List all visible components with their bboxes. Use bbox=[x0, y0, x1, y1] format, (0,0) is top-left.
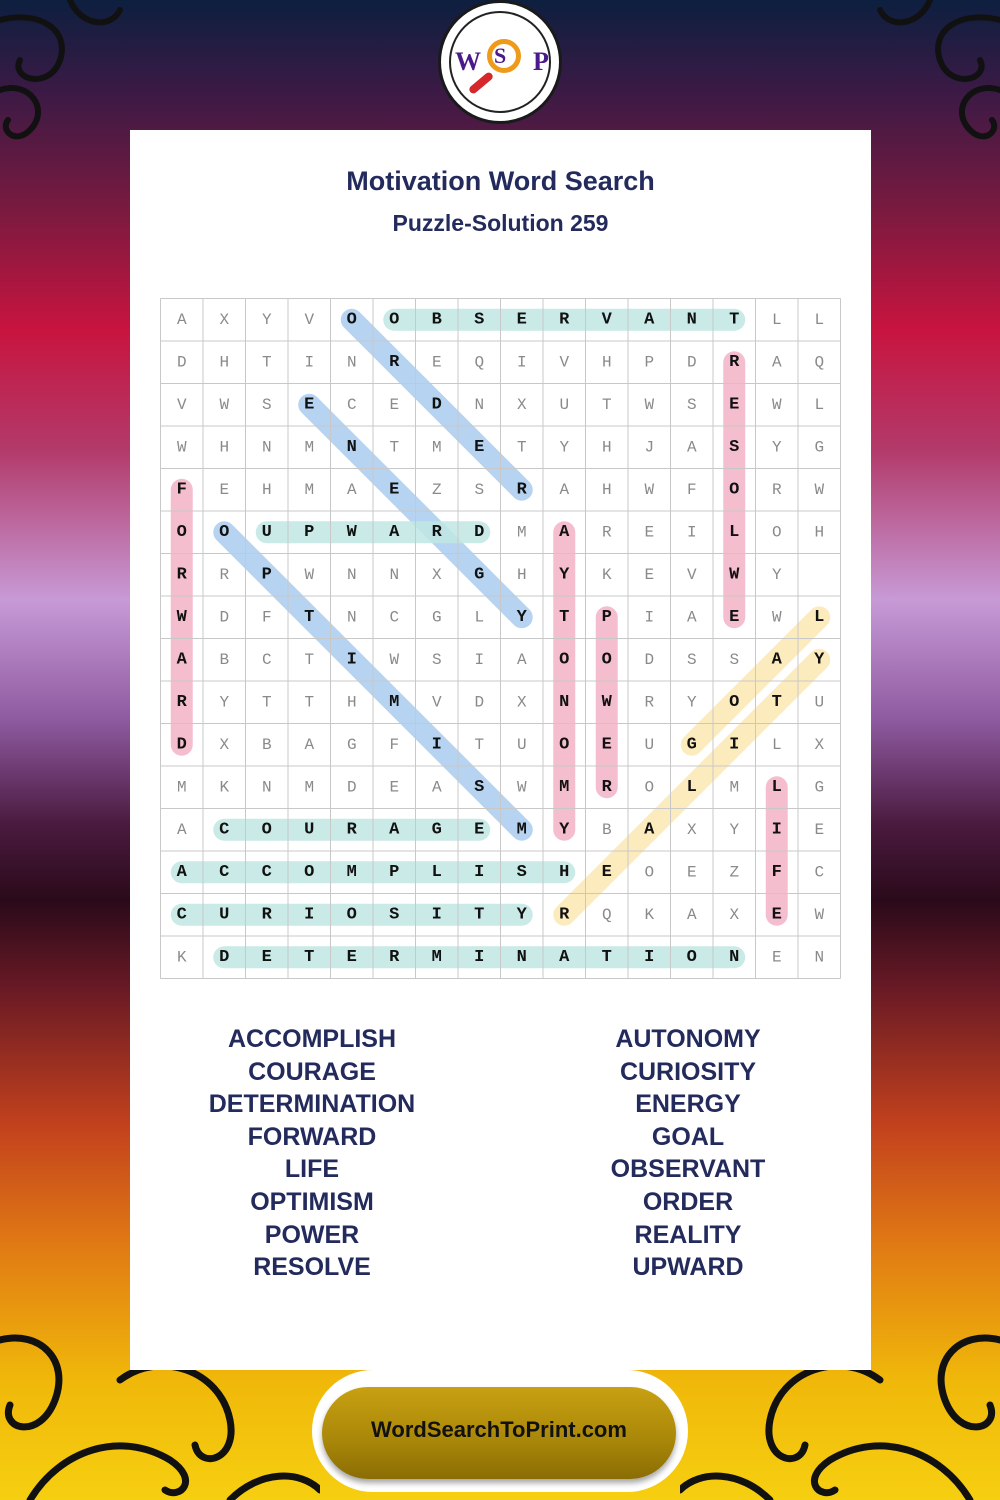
grid-letter: E bbox=[601, 862, 612, 882]
grid-letter: S bbox=[474, 310, 485, 330]
wsp-logo bbox=[438, 0, 562, 124]
grid-letter: U bbox=[644, 735, 655, 754]
grid-letter: P bbox=[261, 565, 272, 585]
grid-letter: G bbox=[686, 735, 697, 755]
grid-letter: M bbox=[559, 777, 570, 797]
grid-letter: U bbox=[814, 693, 825, 712]
grid-letter: W bbox=[176, 438, 187, 457]
grid-letter: R bbox=[431, 522, 442, 542]
grid-letter: G bbox=[431, 608, 442, 627]
grid-letter: M bbox=[516, 820, 527, 840]
grid-letter: I bbox=[431, 735, 442, 755]
grid-letter: V bbox=[431, 693, 442, 712]
grid-letter: E bbox=[389, 778, 400, 797]
logo-letter-p: P bbox=[533, 47, 549, 76]
grid-letter: E bbox=[771, 905, 782, 925]
grid-letter: L bbox=[771, 735, 782, 754]
grid-letter: O bbox=[771, 523, 782, 542]
grid-letter: I bbox=[644, 608, 655, 627]
grid-letter: S bbox=[516, 862, 527, 882]
grid-letter: J bbox=[644, 438, 655, 457]
grid-letter: I bbox=[644, 947, 655, 967]
word-list-item: OBSERVANT bbox=[610, 1155, 766, 1184]
corner-flourish-top-left bbox=[0, 0, 140, 170]
grid-letter: E bbox=[389, 395, 400, 414]
grid-letter: D bbox=[219, 947, 230, 967]
grid-letter: T bbox=[304, 947, 315, 967]
grid-letter: M bbox=[304, 480, 315, 499]
grid-letter: A bbox=[389, 820, 400, 840]
grid-letter: Y bbox=[516, 905, 527, 925]
grid-letter: W bbox=[771, 395, 782, 414]
grid-letter: H bbox=[814, 523, 825, 542]
grid-letter: A bbox=[389, 522, 400, 542]
word-list-item: AUTONOMY bbox=[615, 1025, 761, 1053]
grid-letter: X bbox=[431, 565, 442, 584]
grid-letter: R bbox=[601, 523, 612, 542]
word-list-item: ACCOMPLISH bbox=[227, 1025, 397, 1053]
word-list-item: GOAL bbox=[651, 1122, 725, 1151]
grid-letter: A bbox=[176, 820, 187, 839]
grid-letter: A bbox=[176, 650, 187, 670]
grid-letter: X bbox=[686, 820, 697, 839]
grid-letter: M bbox=[389, 692, 400, 712]
grid-letter: E bbox=[346, 947, 357, 967]
grid-letter: A bbox=[176, 862, 187, 882]
grid-letter: R bbox=[346, 820, 357, 840]
grid-letter: L bbox=[474, 608, 485, 627]
grid-letter: O bbox=[729, 692, 740, 712]
grid-letter: L bbox=[729, 522, 740, 542]
grid-letter: X bbox=[219, 735, 230, 754]
grid-letter: N bbox=[346, 353, 357, 372]
grid-letter: D bbox=[474, 522, 485, 542]
grid-letter: O bbox=[729, 480, 740, 500]
grid-letter: Z bbox=[729, 863, 740, 882]
site-url: WordSearchToPrint.com bbox=[371, 1417, 627, 1442]
grid-letter: V bbox=[176, 395, 187, 414]
grid-letter: G bbox=[814, 778, 825, 797]
page-subtitle: Puzzle-Solution 259 bbox=[392, 210, 609, 236]
grid-letter: I bbox=[516, 353, 527, 372]
grid-letter: K bbox=[219, 778, 230, 797]
grid-letter: L bbox=[771, 777, 782, 797]
grid-letter: W bbox=[176, 607, 187, 627]
grid-letter: T bbox=[601, 947, 612, 967]
grid-letter: T bbox=[304, 650, 315, 669]
grid-letter: A bbox=[771, 650, 782, 670]
grid-letter: I bbox=[431, 905, 442, 925]
corner-flourish-top-right bbox=[860, 0, 1000, 170]
grid-letter: A bbox=[516, 650, 527, 669]
grid-letter: T bbox=[389, 438, 400, 457]
grid-letter: X bbox=[516, 395, 527, 414]
grid-letter: I bbox=[304, 905, 315, 925]
grid-letter: O bbox=[559, 735, 570, 755]
grid-letter: X bbox=[219, 310, 230, 329]
grid-letter: D bbox=[431, 395, 442, 415]
grid-letter: P bbox=[601, 607, 612, 627]
grid-letter: A bbox=[559, 947, 570, 967]
grid-letter: R bbox=[601, 777, 612, 797]
grid-letter: M bbox=[729, 778, 740, 797]
grid-letter: I bbox=[474, 947, 485, 967]
grid-letter: G bbox=[431, 820, 442, 840]
grid-letter: W bbox=[644, 395, 655, 414]
grid-letter: I bbox=[771, 820, 782, 840]
grid-letter: A bbox=[431, 778, 442, 797]
grid-letter: S bbox=[729, 650, 740, 669]
grid-letter: U bbox=[219, 905, 230, 925]
grid-letter: T bbox=[559, 607, 570, 627]
grid-letter: W bbox=[389, 650, 400, 669]
grid-letter: H bbox=[346, 693, 357, 712]
grid-letter: O bbox=[389, 310, 400, 330]
grid-letter: M bbox=[431, 438, 442, 457]
grid-letter: N bbox=[729, 947, 740, 967]
grid-letter: N bbox=[389, 565, 400, 584]
grid-letter: N bbox=[346, 437, 357, 457]
word-list-item: FORWARD bbox=[247, 1122, 377, 1151]
word-search-grid bbox=[160, 298, 841, 979]
grid-letter: Q bbox=[474, 353, 485, 372]
grid-letter: A bbox=[346, 480, 357, 499]
grid-letter: C bbox=[389, 608, 400, 627]
grid-letter: E bbox=[516, 310, 527, 330]
grid-letter: R bbox=[516, 480, 527, 500]
grid-letter: O bbox=[304, 862, 315, 882]
grid-letter: E bbox=[601, 735, 612, 755]
grid-letter: L bbox=[431, 862, 442, 882]
grid-letter: C bbox=[219, 820, 230, 840]
grid-letter: G bbox=[814, 438, 825, 457]
grid-letter: T bbox=[516, 438, 527, 457]
grid-letter: N bbox=[346, 608, 357, 627]
grid-letter: Y bbox=[814, 650, 825, 670]
grid-letter: N bbox=[516, 947, 527, 967]
grid-letter: N bbox=[474, 395, 485, 414]
grid-letter: E bbox=[686, 863, 697, 882]
grid-letter: X bbox=[814, 735, 825, 754]
grid-letter: Y bbox=[261, 310, 272, 329]
grid-letter: H bbox=[601, 353, 612, 372]
grid-letter: M bbox=[304, 438, 315, 457]
grid-letter: V bbox=[304, 310, 315, 329]
grid-letter: R bbox=[389, 947, 400, 967]
grid-letter: A bbox=[644, 820, 655, 840]
grid-letter: E bbox=[219, 480, 230, 499]
grid-letter: N bbox=[814, 948, 825, 967]
grid-letter: P bbox=[304, 522, 315, 542]
grid-letter: A bbox=[686, 905, 697, 924]
grid-letter: R bbox=[729, 352, 740, 372]
grid-letter: W bbox=[346, 522, 357, 542]
grid-letter: E bbox=[771, 948, 782, 967]
grid-letter: E bbox=[474, 437, 485, 457]
grid-letter: C bbox=[176, 905, 187, 925]
grid-letter: L bbox=[686, 777, 697, 797]
page-title: Motivation Word Search bbox=[346, 166, 655, 196]
grid-letter: E bbox=[389, 480, 400, 500]
word-list-item: REALITY bbox=[634, 1220, 742, 1249]
grid-letter: O bbox=[644, 778, 655, 797]
grid-letter: W bbox=[304, 565, 315, 584]
grid-letter: R bbox=[771, 480, 782, 499]
grid-letter: U bbox=[261, 522, 272, 542]
grid-letter: I bbox=[346, 650, 357, 670]
grid-letter: S bbox=[686, 395, 697, 414]
grid-letter: H bbox=[219, 353, 230, 372]
grid-letter: A bbox=[559, 480, 570, 499]
grid-letter: S bbox=[474, 777, 485, 797]
grid-letter: N bbox=[346, 565, 357, 584]
grid-letter: N bbox=[559, 692, 570, 712]
grid-letter: R bbox=[644, 693, 655, 712]
site-button[interactable] bbox=[322, 1387, 676, 1479]
grid-letter: T bbox=[474, 735, 485, 754]
grid-letter: S bbox=[261, 395, 272, 414]
grid-letter: S bbox=[474, 480, 485, 499]
grid-letter: K bbox=[644, 905, 655, 924]
grid-letter: S bbox=[729, 437, 740, 457]
grid-letter: A bbox=[771, 353, 782, 372]
grid-letter: L bbox=[814, 607, 825, 627]
grid-letter: F bbox=[686, 480, 697, 499]
grid-letter: M bbox=[304, 778, 315, 797]
word-list-item: DETERMINATION bbox=[208, 1090, 416, 1119]
grid-letter: H bbox=[601, 438, 612, 457]
word-list-item: COURAGE bbox=[248, 1057, 376, 1086]
grid-letter: Z bbox=[431, 480, 442, 499]
grid-letter: A bbox=[304, 735, 315, 754]
grid-letter: W bbox=[814, 905, 825, 924]
grid-letter: D bbox=[474, 693, 485, 712]
grid-letter: O bbox=[346, 905, 357, 925]
grid-letter: A bbox=[176, 310, 187, 329]
grid-letter: E bbox=[304, 395, 315, 415]
grid-letter: D bbox=[176, 735, 187, 755]
grid-letter: U bbox=[559, 395, 570, 414]
grid-letter: R bbox=[176, 565, 187, 585]
grid-letter: C bbox=[261, 862, 272, 882]
grid-letter: T bbox=[729, 310, 740, 330]
grid-letter: B bbox=[601, 820, 612, 839]
grid-letter: M bbox=[346, 862, 357, 882]
grid-letter: D bbox=[346, 778, 357, 797]
grid-letter: O bbox=[176, 522, 187, 542]
grid-letter: T bbox=[601, 395, 612, 414]
grid-letter: R bbox=[389, 352, 400, 372]
grid-letter: I bbox=[474, 862, 485, 882]
grid-letter: L bbox=[814, 395, 825, 414]
grid-letter: E bbox=[474, 820, 485, 840]
grid-letter: L bbox=[814, 310, 825, 329]
grid-letter: R bbox=[559, 905, 570, 925]
word-list-item: LIFE bbox=[284, 1155, 340, 1184]
grid-letter: B bbox=[219, 650, 230, 669]
grid-letter: P bbox=[644, 353, 655, 372]
grid-letter: S bbox=[686, 650, 697, 669]
word-list-item: RESOLVE bbox=[253, 1253, 371, 1282]
grid-letter: I bbox=[304, 353, 315, 372]
grid-letter: P bbox=[389, 862, 400, 882]
grid-letter: R bbox=[559, 310, 570, 330]
puzzle-card bbox=[130, 130, 871, 1370]
grid-letter: O bbox=[346, 310, 357, 330]
grid-letter: M bbox=[176, 778, 187, 797]
grid-letter: X bbox=[729, 905, 740, 924]
grid-letter: Y bbox=[559, 438, 570, 457]
grid-letter: D bbox=[686, 353, 697, 372]
grid-letter: Y bbox=[729, 820, 740, 839]
word-list-right bbox=[528, 1023, 848, 1284]
grid-letter: D bbox=[219, 608, 230, 627]
grid-letter: S bbox=[389, 905, 400, 925]
grid-letter: I bbox=[474, 650, 485, 669]
grid-letter: K bbox=[176, 948, 187, 967]
grid-letter: F bbox=[176, 480, 187, 500]
word-list-left bbox=[152, 1023, 472, 1284]
grid-letter: H bbox=[219, 438, 230, 457]
grid-letter: E bbox=[644, 565, 655, 584]
grid-letter: M bbox=[431, 947, 442, 967]
grid-letter: V bbox=[686, 565, 697, 584]
grid-letter: T bbox=[261, 353, 272, 372]
grid-letter: T bbox=[304, 607, 315, 627]
grid-letter: B bbox=[261, 735, 272, 754]
grid-letter: N bbox=[261, 778, 272, 797]
grid-letter: S bbox=[431, 650, 442, 669]
grid-letter: Q bbox=[601, 905, 612, 924]
grid-letter: F bbox=[771, 862, 782, 882]
grid-letter: T bbox=[304, 693, 315, 712]
grid-letter: O bbox=[559, 650, 570, 670]
grid-letter: R bbox=[261, 905, 272, 925]
word-list-item: POWER bbox=[264, 1220, 360, 1249]
grid-letter: Y bbox=[686, 693, 697, 712]
grid-letter: R bbox=[219, 565, 230, 584]
grid-letter: N bbox=[261, 438, 272, 457]
word-list-item: ORDER bbox=[642, 1187, 734, 1216]
grid-letter: L bbox=[771, 310, 782, 329]
grid-letter: T bbox=[474, 905, 485, 925]
grid-letter: G bbox=[474, 565, 485, 585]
grid-letter: Y bbox=[219, 693, 230, 712]
grid-letter: E bbox=[431, 353, 442, 372]
grid-letter: A bbox=[559, 522, 570, 542]
grid-letter: O bbox=[219, 522, 230, 542]
grid-letter: W bbox=[219, 395, 230, 414]
grid-letter: F bbox=[261, 608, 272, 627]
grid-letter: W bbox=[814, 480, 825, 499]
grid-letter: C bbox=[346, 395, 357, 414]
grid-letter: E bbox=[644, 523, 655, 542]
word-list-item: CURIOSITY bbox=[619, 1057, 757, 1086]
word-list-item: ENERGY bbox=[635, 1090, 741, 1119]
grid-letter: H bbox=[559, 862, 570, 882]
grid-letter: E bbox=[814, 820, 825, 839]
grid-letter: A bbox=[686, 438, 697, 457]
grid-letter: Q bbox=[814, 353, 825, 372]
grid-letter: Y bbox=[559, 820, 570, 840]
grid-letter: N bbox=[686, 310, 697, 330]
grid-letter: W bbox=[729, 565, 740, 585]
grid-letter: G bbox=[346, 735, 357, 754]
grid-letter: A bbox=[686, 608, 697, 627]
grid-letter: K bbox=[601, 565, 612, 584]
grid-letter: I bbox=[686, 523, 697, 542]
grid-letter: C bbox=[261, 650, 272, 669]
grid-letter: U bbox=[516, 735, 527, 754]
footer-banner bbox=[312, 1370, 688, 1492]
grid-letter: H bbox=[601, 480, 612, 499]
grid-letter: E bbox=[729, 607, 740, 627]
grid-letter: E bbox=[261, 947, 272, 967]
grid-letter: C bbox=[814, 863, 825, 882]
logo-letter-s: S bbox=[494, 43, 507, 68]
grid-letter: D bbox=[176, 353, 187, 372]
grid-letter: F bbox=[389, 735, 400, 754]
grid-letter: W bbox=[601, 692, 612, 712]
logo-letter-w: W bbox=[455, 47, 481, 76]
grid-letter: C bbox=[219, 862, 230, 882]
grid-letter: A bbox=[644, 310, 655, 330]
grid-letter: Y bbox=[516, 607, 527, 627]
grid-letter: T bbox=[261, 693, 272, 712]
grid-letter: Y bbox=[771, 565, 782, 584]
grid-letter: U bbox=[304, 820, 315, 840]
grid-letter: Y bbox=[559, 565, 570, 585]
grid-letter: T bbox=[771, 692, 782, 712]
grid-letter: E bbox=[729, 395, 740, 415]
grid-letter: X bbox=[516, 693, 527, 712]
grid-letter: D bbox=[644, 650, 655, 669]
grid-letter: O bbox=[261, 820, 272, 840]
grid-letter: W bbox=[771, 608, 782, 627]
grid-letter: O bbox=[644, 863, 655, 882]
grid-letter: H bbox=[516, 565, 527, 584]
grid-letter: O bbox=[601, 650, 612, 670]
word-list-item: UPWARD bbox=[632, 1253, 744, 1282]
grid-letter: O bbox=[686, 947, 697, 967]
grid-letter: I bbox=[729, 735, 740, 755]
grid-letter: R bbox=[176, 692, 187, 712]
grid-letter: Y bbox=[771, 438, 782, 457]
grid-letter: M bbox=[516, 523, 527, 542]
grid-letter: H bbox=[261, 480, 272, 499]
grid-letter: V bbox=[559, 353, 570, 372]
grid-letter: B bbox=[431, 310, 442, 330]
grid-letter: W bbox=[516, 778, 527, 797]
grid-letter: W bbox=[644, 480, 655, 499]
grid-letter: V bbox=[601, 310, 612, 330]
word-list-item: OPTIMISM bbox=[250, 1187, 374, 1216]
